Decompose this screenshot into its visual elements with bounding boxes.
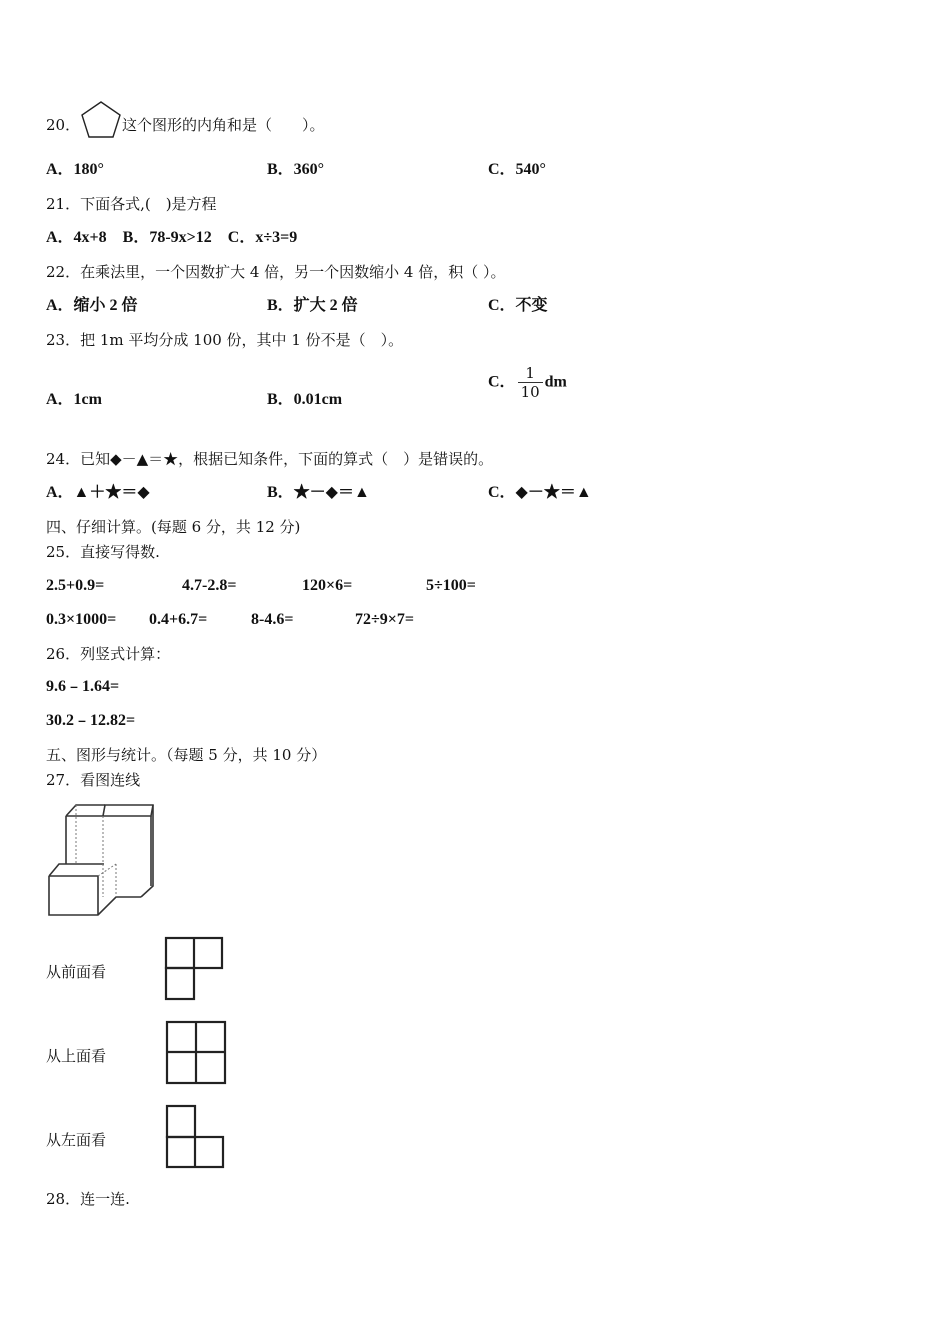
q25-item: 4.7-2.8= [182,577,237,594]
q23-option-c-label: C． [488,373,516,391]
q20-option-b[interactable]: B．360° [267,161,325,178]
q27-question-text: 27．看图连线 [46,771,141,789]
q25-item: 72÷9×7= [355,611,415,628]
q24-option-b[interactable]: B．★－◆＝▲ [267,484,370,501]
q23-question-text: 23．把 1m 平均分成 100 份，其中 1 份不是（ ）。 [46,331,404,349]
left-view-grid[interactable] [165,1104,225,1170]
q26-item: 9.6﹣1.64= [46,678,120,695]
q25-item: 2.5+0.9= [46,577,105,594]
q25-item: 5÷100= [426,577,476,594]
q20-option-c[interactable]: C．540° [488,161,546,178]
q20-option-a[interactable]: A．180° [46,161,104,178]
q22-option-c[interactable]: C．不变 [488,297,548,314]
q22-option-b[interactable]: B．扩大 2 倍 [267,297,358,314]
q23-option-c[interactable] [488,364,567,401]
q24-question-text: 24．已知◆－▲＝★，根据已知条件，下面的算式（ ）是错误的。 [46,450,494,468]
view-label-left: 从左面看 [46,1131,107,1149]
q20-number: 20． [46,116,81,134]
q25-item: 120×6= [302,577,353,594]
section4-title: 四、仔细计算。(每题 6 分，共 12 分) [46,518,301,536]
q23-option-b[interactable]: B．0.01cm [267,391,343,408]
q25-item: 0.4+6.7= [149,611,208,628]
q21-options[interactable]: A．4x+8 B．78-9x>12 C．x÷3=9 [46,229,298,246]
fraction-numerator: 1 [518,364,543,383]
q22-question-text: 22．在乘法里，一个因数扩大 4 倍，另一个因数缩小 4 倍，积（ ）。 [46,263,506,281]
q25-question-text: 25．直接写得数. [46,543,160,561]
q26-question-text: 26．列竖式计算： [46,645,171,663]
q24-option-c[interactable]: C．◆－★＝▲ [488,484,592,501]
q24-option-a[interactable]: A．▲＋★＝◆ [46,484,150,501]
q25-item: 0.3×1000= [46,611,117,628]
q23-fraction [518,364,543,401]
q20-question-text: 这个图形的内角和是（ ）。 [122,116,325,134]
q22-option-a[interactable]: A．缩小 2 倍 [46,297,138,314]
q26-item: 30.2﹣12.82= [46,712,136,729]
q25-item: 8-4.6= [251,611,294,628]
q23-option-c-unit: dm [544,373,567,391]
pentagon-icon [80,100,122,140]
section5-title: 五、图形与统计。（每题 5 分，共 10 分） [46,746,327,764]
fraction-denominator: 10 [520,383,540,401]
front-view-grid[interactable] [164,936,224,1002]
top-view-grid[interactable] [165,1020,227,1086]
view-label-top: 从上面看 [46,1047,107,1065]
q23-option-a[interactable]: A．1cm [46,391,102,408]
q28-question-text: 28．连一连. [46,1190,130,1208]
cube-stack-icon [46,802,156,920]
q21-question-text: 21．下面各式,( )是方程 [46,195,217,213]
view-label-front: 从前面看 [46,963,107,981]
